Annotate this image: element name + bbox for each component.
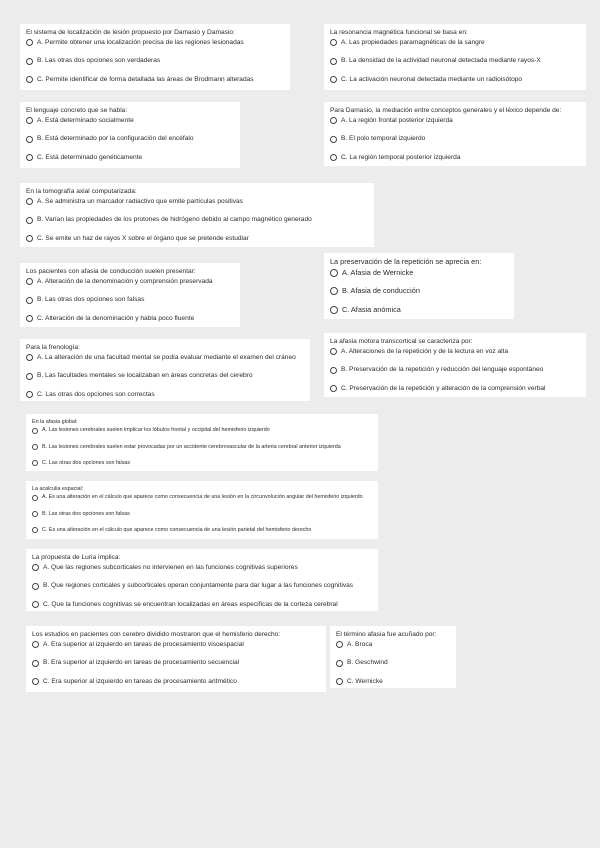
radio-button[interactable] — [330, 385, 337, 392]
option-label: C. Afasia anómica — [342, 304, 401, 314]
option-label: B. La densidad de la actividad neuronal detectada mediante rayos-X — [341, 57, 541, 65]
option-b[interactable] — [32, 582, 372, 590]
option-b[interactable] — [26, 296, 234, 304]
option-label: B. Las otras dos opciones son verdaderas — [37, 57, 161, 65]
question-card — [20, 339, 310, 401]
option-c[interactable] — [336, 678, 450, 686]
option-a[interactable] — [330, 39, 580, 47]
radio-button[interactable] — [26, 217, 33, 224]
option-a[interactable] — [26, 198, 368, 206]
option-label: A. Alteraciones de la repetición y de la lectura en voz alta — [341, 347, 509, 355]
option-a[interactable] — [32, 564, 372, 572]
option-c[interactable] — [32, 601, 372, 609]
option-label: C. La activación neuronal detectada mediante un radioisótopo — [341, 76, 523, 84]
option-label: C. Era superior al izquierdo en tareas de procesamiento aritmético — [43, 678, 237, 686]
option-b[interactable] — [330, 57, 580, 65]
option-a[interactable] — [26, 117, 234, 125]
radio-button[interactable] — [330, 269, 338, 277]
option-label: C. Las otras dos opciones son correctas — [37, 391, 155, 399]
radio-button[interactable] — [26, 235, 33, 242]
radio-button[interactable] — [32, 444, 38, 450]
radio-button[interactable] — [330, 136, 337, 143]
option-label: B. Está determinado por la configuración del encéfalo — [37, 135, 194, 143]
radio-button[interactable] — [330, 76, 337, 83]
question-text: La resonancia magnética funcional se basa en: — [330, 29, 468, 36]
option-c[interactable] — [26, 235, 368, 243]
option-label: A. Es una alteración en el cálculo que aparece como consecuencia de una lesión en la circunvolución angular del hemisferio izquierdo — [42, 494, 363, 501]
question-text: Los estudios en pacientes con cerebro dividido mostraron que el hemisferio derecho: — [32, 631, 281, 638]
question-text: Los pacientes con afasia de conducción suelen presentar: — [26, 268, 196, 275]
option-c[interactable] — [26, 154, 234, 162]
option-label: A. Alteración de la denominación y comprensión preservada — [37, 277, 213, 285]
question-card — [26, 414, 378, 471]
question-card — [324, 253, 514, 319]
radio-button[interactable] — [32, 428, 38, 434]
option-c[interactable] — [330, 154, 580, 162]
option-b[interactable] — [330, 135, 580, 143]
question-text: El lenguaje concreto que se habla: — [26, 107, 128, 114]
option-b[interactable] — [330, 287, 508, 295]
radio-button[interactable] — [330, 287, 338, 295]
question-card — [324, 24, 586, 90]
option-label: B. Preservación de la repetición y reducción del lenguaje espontáneo — [341, 366, 544, 374]
option-label: C. Está determinado genéticamente — [37, 154, 143, 162]
option-label: A. Las lesiones cerebrales suelen implicar los lóbulos frontal y occipital del hemisferio izquierdo — [42, 427, 270, 434]
option-c[interactable] — [32, 678, 320, 686]
option-b[interactable] — [330, 366, 580, 374]
option-label: C. Que la funciones cognitivas se encuentran localizadas en áreas específicas de la corteza cerebral — [43, 601, 338, 609]
radio-button[interactable] — [32, 641, 39, 648]
question-text: En la afasia global: — [32, 419, 78, 425]
radio-button[interactable] — [26, 391, 33, 398]
option-c[interactable] — [330, 76, 580, 84]
question-text: La afasia motora transcortical se caracteriza por: — [330, 338, 473, 345]
option-label: A. Era superior al izquierdo en tareas de procesamiento visoespacial — [43, 640, 244, 648]
option-a[interactable] — [32, 427, 372, 433]
option-a[interactable] — [32, 641, 320, 649]
radio-button[interactable] — [26, 198, 33, 205]
option-label: B. Las facultades mentales se localizaban en áreas concretas del cerebro — [37, 372, 253, 380]
option-c[interactable] — [32, 460, 372, 466]
radio-button[interactable] — [26, 117, 33, 124]
question-text: El sistema de localización de lesión propuesto por Damasio y Damasio: — [26, 29, 235, 36]
option-c[interactable] — [26, 315, 234, 323]
question-text: Para Damasio, la mediación entre conceptos generales y el léxico depende de: — [330, 107, 562, 114]
option-label: B. Las lesiones cerebrales suelen estar provocadas por un accidente cerebrovascular de la arteria cerebral anterior izquierda — [42, 443, 341, 450]
question-text: En la tomografía axial computarizada: — [26, 188, 137, 195]
option-label: B. Afasia de conducción — [342, 286, 420, 296]
option-a[interactable] — [330, 117, 580, 125]
radio-button[interactable] — [32, 495, 38, 501]
option-label: A. Se administra un marcador radiactivo que emite partículas positivas — [37, 197, 243, 205]
option-label: A. Permite obtener una localización precisa de las regiones lesionadas — [37, 38, 244, 46]
radio-button[interactable] — [26, 58, 33, 65]
option-label: A. Broca — [347, 640, 373, 648]
question-text: El término afasia fue acuñado por: — [336, 631, 437, 638]
option-c[interactable] — [26, 76, 284, 84]
question-card — [26, 626, 326, 692]
radio-button[interactable] — [330, 306, 338, 314]
option-c[interactable] — [330, 306, 508, 314]
radio-button[interactable] — [336, 641, 343, 648]
question-text: La acalculia espacial: — [32, 486, 84, 492]
radio-button[interactable] — [32, 601, 39, 608]
option-label: A. La alteración de una facultad mental se podía evaluar mediante el examen del cráneo — [37, 353, 296, 361]
option-b[interactable] — [32, 659, 320, 667]
option-label: C. Preservación de la repetición y alteración de la comprensión verbal — [341, 385, 546, 393]
question-card — [20, 183, 374, 247]
radio-button[interactable] — [32, 460, 38, 466]
option-a[interactable] — [26, 278, 234, 286]
option-c[interactable] — [330, 385, 580, 393]
radio-button[interactable] — [26, 354, 33, 361]
option-b[interactable] — [336, 659, 450, 667]
radio-button[interactable] — [32, 511, 38, 517]
option-a[interactable] — [26, 354, 304, 362]
option-c[interactable] — [26, 391, 304, 399]
option-label: A. Afasia de Wernicke — [342, 267, 414, 277]
radio-button[interactable] — [330, 117, 337, 124]
question-card — [20, 24, 290, 90]
radio-button[interactable] — [32, 564, 39, 571]
question-text: La propuesta de Luria implica: — [32, 554, 121, 561]
radio-button[interactable] — [330, 58, 337, 65]
radio-button[interactable] — [26, 154, 33, 161]
option-label: A. Las propiedades paramagnéticas de la sangre — [341, 38, 485, 46]
radio-button[interactable] — [26, 39, 33, 46]
radio-button[interactable] — [26, 373, 33, 380]
radio-button[interactable] — [330, 367, 337, 374]
option-label: B. Que regiones corticales y subcorticales operan conjuntamente para dar lugar a las funciones cognitivas — [43, 582, 354, 590]
radio-button[interactable] — [26, 278, 33, 285]
option-b[interactable] — [32, 511, 372, 517]
option-label: B. Geschwind — [347, 659, 388, 667]
option-label: C. Wernicke — [347, 678, 383, 686]
radio-button[interactable] — [32, 660, 39, 667]
option-b[interactable] — [26, 372, 304, 380]
radio-button[interactable] — [26, 315, 33, 322]
option-label: B. El polo temporal izquierdo — [341, 135, 426, 143]
option-b[interactable] — [26, 216, 368, 224]
question-text: La preservación de la repetición se aprecia en: — [330, 257, 482, 266]
radio-button[interactable] — [26, 297, 33, 304]
question-card — [26, 481, 378, 539]
radio-button[interactable] — [336, 678, 343, 685]
radio-button[interactable] — [32, 527, 38, 533]
option-label: C. Es una alteración en el cálculo que aparece como consecuencia de una lesión parietal del hemisferio derecho — [42, 526, 312, 533]
option-a[interactable] — [330, 269, 508, 277]
question-card — [324, 102, 586, 166]
option-a[interactable] — [26, 39, 284, 47]
option-b[interactable] — [32, 444, 372, 450]
option-label: C. Alteración de la denominación y habla poco fluente — [37, 315, 195, 323]
radio-button[interactable] — [330, 348, 337, 355]
option-a[interactable] — [330, 348, 580, 356]
radio-button[interactable] — [26, 136, 33, 143]
question-card — [26, 549, 378, 611]
option-label: A. Está determinado socialmente — [37, 116, 134, 124]
question-card — [330, 626, 456, 688]
option-label: B. Varían las propiedades de los protones de hidrógeno debido al campo magnético generado — [37, 216, 312, 224]
question-card — [20, 263, 240, 327]
radio-button[interactable] — [330, 154, 337, 161]
option-label: A. La región frontal posterior izquierda — [341, 116, 453, 124]
option-c[interactable] — [32, 527, 372, 533]
question-text: Para la frenología: — [26, 344, 80, 351]
question-card — [20, 102, 240, 168]
option-b[interactable] — [26, 135, 234, 143]
option-label: C. Se emite un haz de rayos X sobre el órgano que se pretende estudiar — [37, 235, 249, 243]
radio-button[interactable] — [26, 76, 33, 83]
option-a[interactable] — [336, 641, 450, 649]
option-label: B. Las otras dos opciones son falsas — [37, 296, 145, 304]
radio-button[interactable] — [336, 660, 343, 667]
option-label: C. Las otras dos opciones son falsas — [42, 459, 131, 466]
option-b[interactable] — [26, 57, 284, 65]
question-card — [324, 333, 586, 397]
option-a[interactable] — [32, 494, 372, 500]
option-label: B. Las otras dos opciones son falsas — [42, 510, 130, 517]
radio-button[interactable] — [32, 678, 39, 685]
option-label: B. Era superior al izquierdo en tareas de procesamiento secuencial — [43, 659, 240, 667]
radio-button[interactable] — [330, 39, 337, 46]
option-label: C. La región temporal posterior izquierda — [341, 154, 461, 162]
option-label: C. Permite identificar de forma detallada las áreas de Brodmann alteradas — [37, 76, 254, 84]
radio-button[interactable] — [32, 583, 39, 590]
option-label: A. Que las regiones subcorticales no intervienen en las funciones cognitivas superiores — [43, 563, 298, 571]
